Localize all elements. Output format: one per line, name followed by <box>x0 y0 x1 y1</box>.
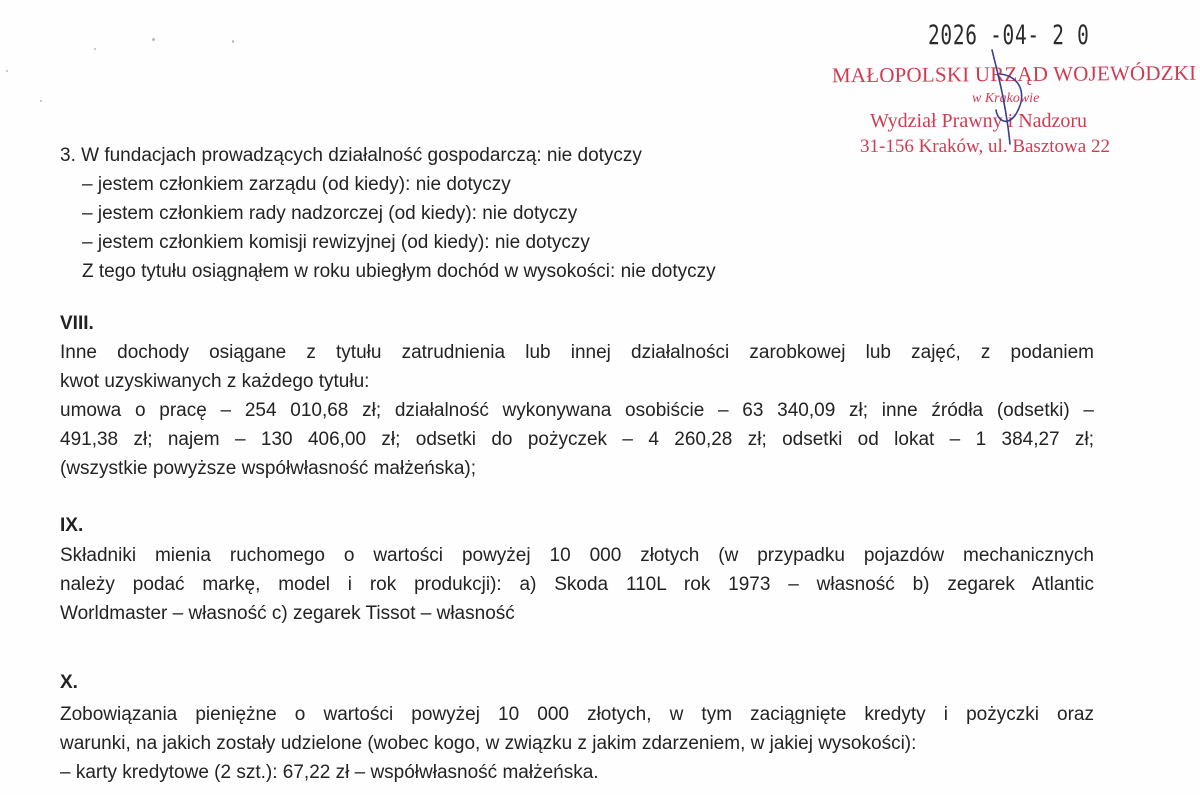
scan-speck <box>6 70 8 72</box>
income-line: Z tego tytułu osiągnąłem w roku ubiegłym dochód w wysokości: nie dotyczy <box>82 261 716 282</box>
scan-speck <box>232 40 234 43</box>
section-heading-viii: VIII. <box>60 313 94 334</box>
section-x-line: Zobowiązania pieniężne o wartości powyżej 10 000 złotych, w tym zaciągnięte kredyty i pożyczki oraz <box>60 704 1094 725</box>
section-x-line: warunki, na jakich zostały udzielone (wobec kogo, w związku z jakim zdarzeniem, w jakiej wysokości): <box>60 733 917 754</box>
scan-speck <box>152 38 155 41</box>
stamp-address: 31-156 Kraków, ul. Basztowa 22 <box>860 136 1110 157</box>
stamp-date: 2026 -04- 2 0 <box>928 20 1090 51</box>
section-viii-line: Inne dochody osiągane z tytułu zatrudnienia lub innej działalności zarobkowej lub zajęć, z podaniem <box>60 342 1094 363</box>
section-x-body <box>60 700 1094 787</box>
section-viii-line: (wszystkie powyższe współwłasność małżeńska); <box>60 458 477 479</box>
section-x-line: – karty kredytowe (2 szt.): 67,22 zł – współwłasność małżeńska. <box>60 762 599 783</box>
fundation-item: 3. W fundacjach prowadzących działalność gospodarczą: nie dotyczy <box>60 145 642 166</box>
scan-speck <box>40 100 42 102</box>
section-viii-line: kwot uzyskiwanych z każdego tytułu: <box>60 371 370 392</box>
section-viii-line: 491,38 zł; najem – 130 406,00 zł; odsetki do pożyczek – 4 260,28 zł; odsetki od lokat – 1 384,27 zł; <box>60 429 1094 450</box>
supervisory-board-line: – jestem członkiem rady nadzorczej (od kiedy): nie dotyczy <box>82 203 578 224</box>
stamp-city: w Krakowie <box>972 91 1040 106</box>
section-viii-body <box>60 338 1094 483</box>
section-ix-line: Składniki mienia ruchomego o wartości powyżej 10 000 złotych (w przypadku pojazdów mechanicznych <box>60 545 1094 566</box>
section-heading-ix: IX. <box>60 515 84 536</box>
board-member-line: – jestem członkiem zarządu (od kiedy): nie dotyczy <box>82 174 511 195</box>
audit-committee-line: – jestem członkiem komisji rewizyjnej (od kiedy): nie dotyczy <box>82 232 590 253</box>
section-ix-line: należy podać markę, model i rok produkcji): a) Skoda 110L rok 1973 – własność b) zegarek Atlantic <box>60 574 1094 595</box>
section-viii-line: umowa o pracę – 254 010,68 zł; działalność wykonywana osobiście – 63 340,09 zł; inne źródła (odsetki) – <box>60 400 1094 421</box>
stamp-department: Wydział Prawny i Nadzoru <box>870 110 1088 132</box>
section-heading-x: X. <box>60 672 78 693</box>
official-stamp <box>820 14 1197 164</box>
stamp-office: MAŁOPOLSKI URZĄD WOJEWÓDZKI <box>831 60 1197 88</box>
section-ix-body <box>60 541 1094 628</box>
section-ix-line: Worldmaster – własność c) zegarek Tissot – własność <box>60 603 515 624</box>
scan-speck <box>94 48 96 50</box>
